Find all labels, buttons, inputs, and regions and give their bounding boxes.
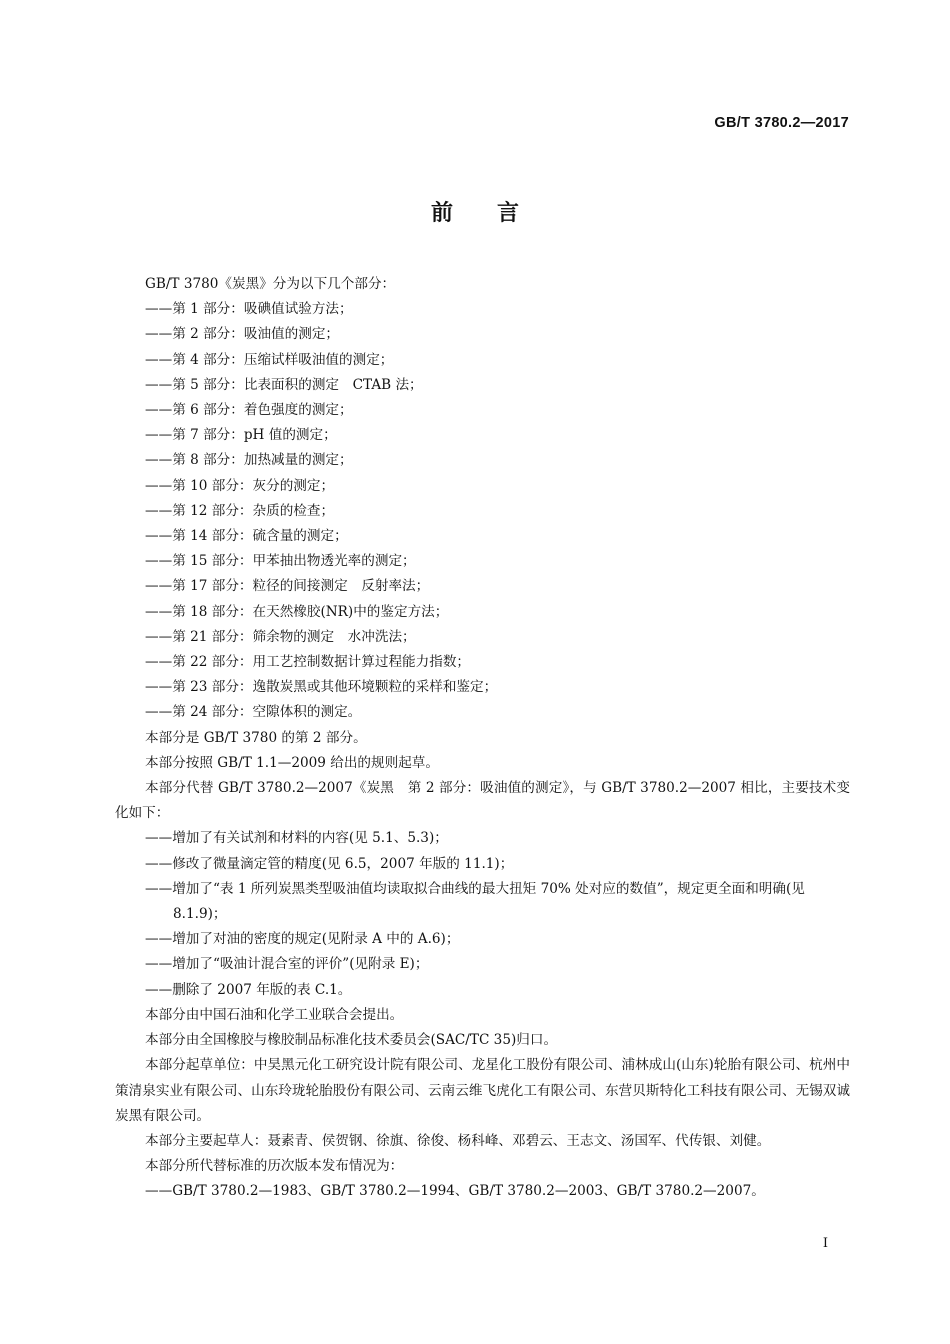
page-title [0,196,950,227]
list-item: ——第 14 部分：硫含量的测定； [145,528,348,545]
parts-list [115,297,850,725]
list-item: ——第 8 部分：加热减量的测定； [145,452,353,469]
history-intro-paragraph: 本部分所代替标准的历次版本发布情况为： [145,1158,404,1175]
list-item: ——第 7 部分：pH 值的测定； [145,427,337,444]
list-item: ——第 22 部分：用工艺控制数据计算过程能力指数； [145,654,471,671]
list-item: ——第 24 部分：空隙体积的测定。 [145,704,362,721]
intro-paragraph: GB/T 3780《炭黑》分为以下几个部分： [145,276,396,292]
proposed-paragraph: 本部分由中国石油和化学工业联合会提出。 [145,1006,404,1023]
standard-number: GB/T 3780.2—2017 [714,115,849,131]
list-item: ——第 18 部分：在天然橡胶(NR)中的鉴定方法； [145,603,449,620]
part-of-paragraph: 本部分是 GB/T 3780 的第 2 部分。 [145,729,367,746]
list-item: ——第 1 部分：吸碘值试验方法； [145,301,353,318]
list-item: ——第 6 部分：着色强度的测定； [145,402,353,419]
list-item: ——第 21 部分：筛余物的测定 水冲洗法； [145,628,416,645]
drafters-paragraph: 本部分主要起草人：聂素青、侯贺钢、徐旗、徐俊、杨科峰、邓碧云、王志文、汤国军、代传银、刘健。 [145,1132,771,1149]
changes-list [115,826,850,1002]
title-char-1: 前 [430,201,453,226]
list-item: ——第 4 部分：压缩试样吸油值的测定； [145,351,394,368]
list-item: ——增加了“吸油计混合室的评价”(见附录 E)； [145,956,429,973]
list-item: ——第 23 部分：逸散炭黑或其他环境颗粒的采样和鉴定； [145,679,498,696]
list-item: ——第 15 部分：甲苯抽出物透光率的测定； [145,553,416,570]
list-item: ——第 10 部分：灰分的测定； [145,477,335,494]
list-item: ——删除了 2007 年版的表 C.1。 [145,981,352,998]
list-item: ——增加了对油的密度的规定(见附录 A 中的 A.6)； [145,931,460,948]
list-item: ——第 17 部分：粒径的间接测定 反射率法； [145,578,430,595]
title-char-2: 言 [497,201,520,226]
list-item: ——增加了有关试剂和材料的内容(见 5.1、5.3)； [145,830,448,847]
history-item: ——GB/T 3780.2—1983、GB/T 3780.2—1994、GB/T 3780.2—2003、GB/T 3780.2—2007。 [145,1183,765,1200]
list-item: ——第 5 部分：比表面积的测定 CTAB 法； [145,376,423,393]
replaces-paragraph: 本部分代替 GB/T 3780.2—2007《炭黑 第 2 部分：吸油值的测定》，与 GB/T 3780.2—2007 相比，主要技术变化如下： [115,780,850,822]
centralized-paragraph: 本部分由全国橡胶与橡胶制品标准化技术委员会(SAC/TC 35)归口。 [145,1032,558,1049]
page-number: I [822,1236,828,1251]
list-item: ——第 12 部分：杂质的检查； [145,502,335,519]
drafting-units-paragraph: 本部分起草单位：中昊黑元化工研究设计院有限公司、龙星化工股份有限公司、浦林成山(山东)轮胎有限公司、杭州中策清泉实业有限公司、山东玲珑轮胎股份有限公司、云南云维飞虎化工有限公司、东营贝斯特化工科技有限公司、无锡双诚炭黑有限公司。 [115,1057,850,1124]
list-item: ——增加了“表 1 所列炭黑类型吸油值均读取拟合曲线的最大扭矩 70% 处对应的数值”，规定更全面和明确(见 8.1.9)； [145,880,805,923]
drafted-paragraph: 本部分按照 GB/T 1.1—2009 给出的规则起草。 [145,754,439,771]
list-item: ——修改了微量滴定管的精度(见 6.5，2007 年版的 11.1)； [145,855,514,872]
document-body [115,272,850,1205]
list-item: ——第 2 部分：吸油值的测定； [145,326,340,343]
